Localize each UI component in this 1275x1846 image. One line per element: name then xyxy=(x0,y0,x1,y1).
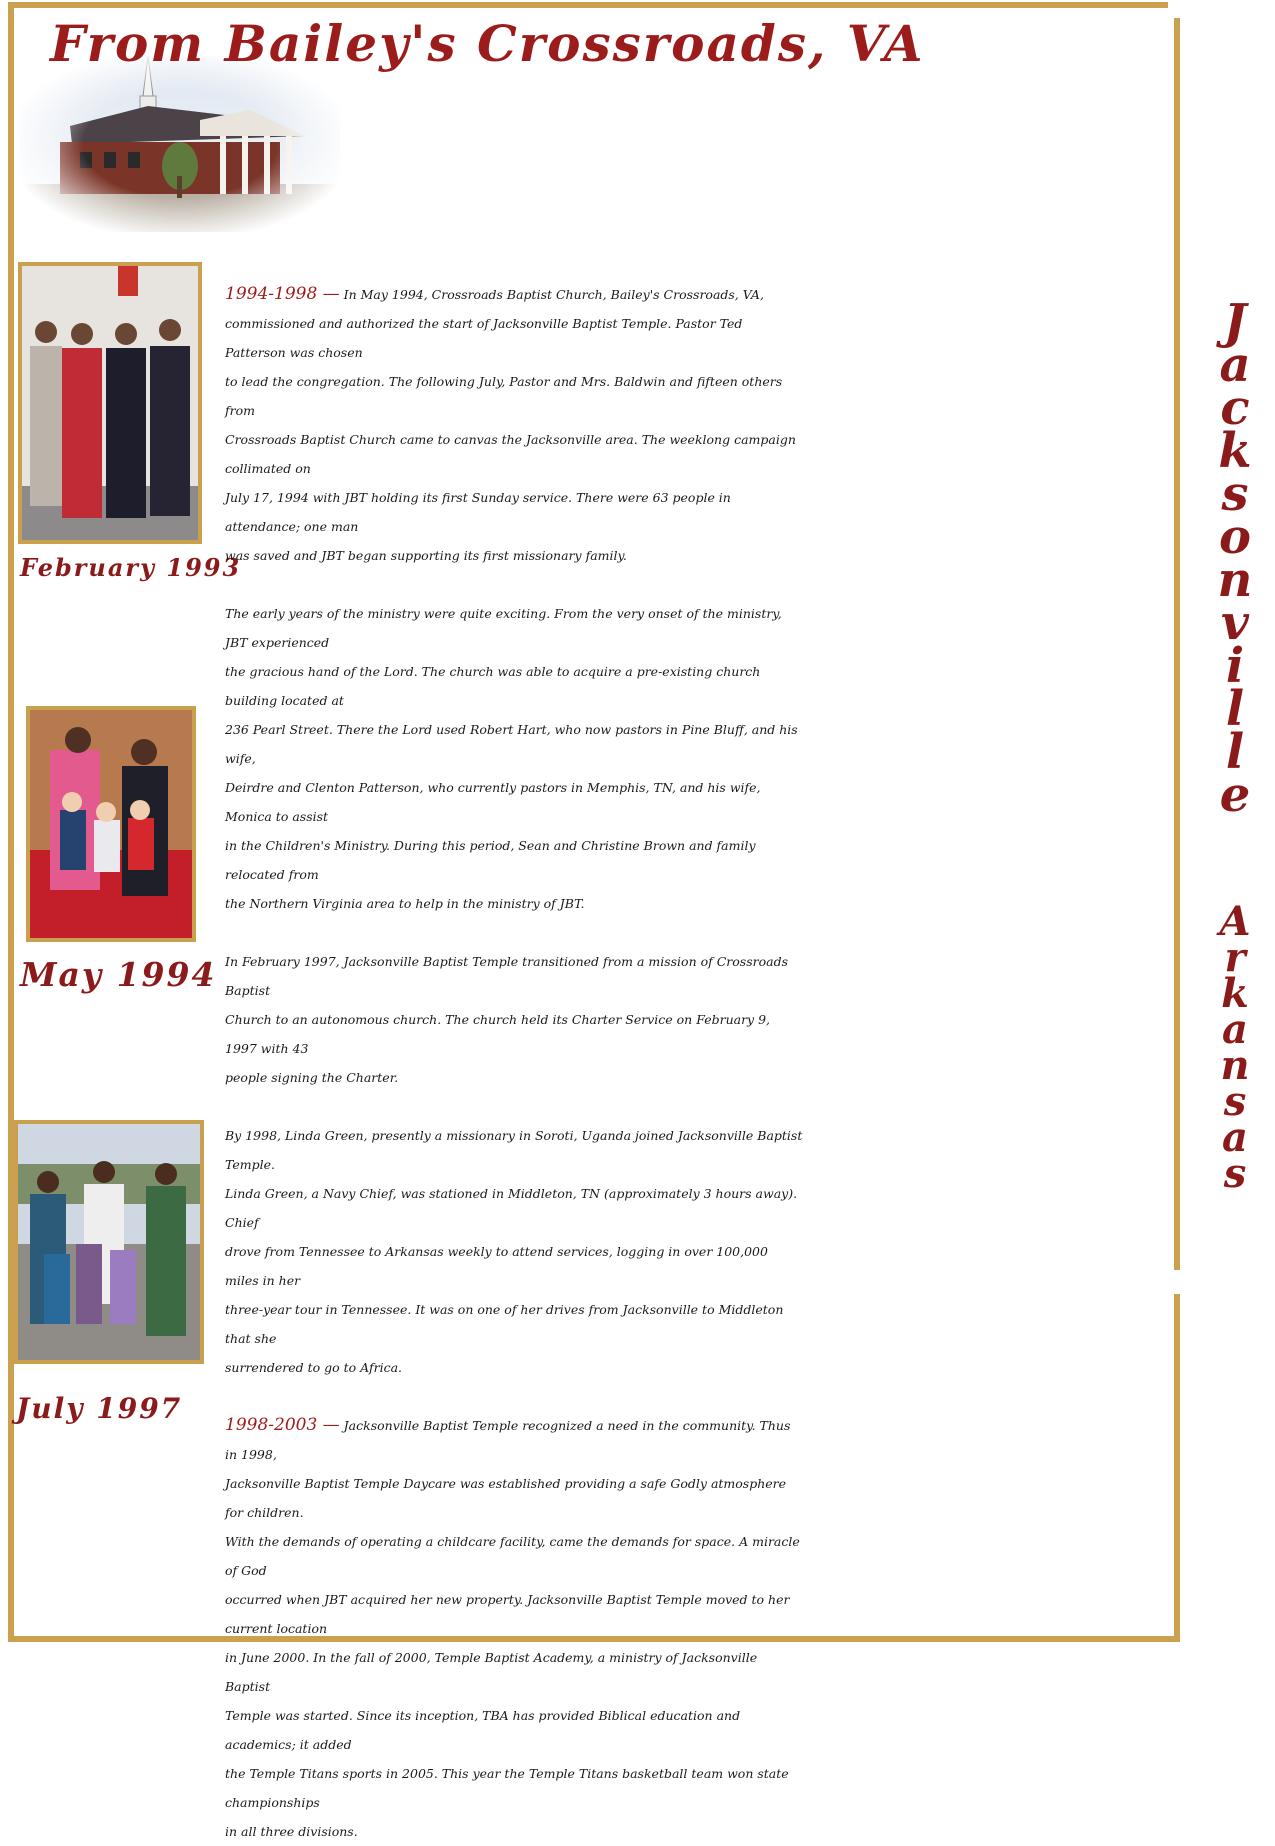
photo-july-1997 xyxy=(14,1120,204,1364)
section-1998-2003 xyxy=(225,1411,805,1469)
caption-photo-3: July 1997 xyxy=(16,1392,183,1425)
text-line: In February 1997, Jacksonville Baptist Temple transitioned from a mission of Crossroads Baptist xyxy=(225,954,788,998)
vertical-letter: n xyxy=(1217,552,1253,608)
section-1994-1998 xyxy=(225,280,805,309)
text-line: Church to an autonomous church. The church held its Charter Service on February 9, 1997 with 43 xyxy=(225,1012,771,1056)
text-line: Linda Green, a Navy Chief, was stationed in Middleton, TN (approximately 3 hours away). Chief xyxy=(225,1186,798,1230)
vertical-letter: i xyxy=(1225,638,1245,694)
text-line: Crossroads Baptist Church came to canvas the Jacksonville area. The weeklong campaign collimated on xyxy=(225,432,796,476)
vertical-letter: o xyxy=(1218,509,1251,565)
vertical-letter: s xyxy=(1221,466,1249,522)
vertical-letter: k xyxy=(1218,423,1252,479)
text-line: the gracious hand of the Lord. The church was able to acquire a pre-existing church building located at xyxy=(225,664,761,708)
text-line: With the demands of operating a childcare facility, came the demands for space. A miracle of God xyxy=(225,1534,800,1578)
text-line: Jacksonville Baptist Temple Daycare was established providing a safe Godly atmosphere for children. xyxy=(225,1476,787,1520)
text-line: July 17, 1994 with JBT holding its first Sunday service. There were 63 people in attendance; one man xyxy=(225,490,731,534)
vertical-letter: r xyxy=(1224,934,1246,981)
caption-photo-2: May 1994 xyxy=(20,955,217,994)
page-title: From Bailey's Crossroads, VA xyxy=(50,14,925,73)
period-label: 1998-2003 — xyxy=(225,1415,340,1435)
vertical-letter: a xyxy=(1222,1006,1248,1053)
vertical-letter: s xyxy=(1223,1150,1247,1197)
vertical-letter: a xyxy=(1222,1114,1248,1161)
vertical-letter: n xyxy=(1220,1042,1250,1089)
text-line: commissioned and authorized the start of Jacksonville Baptist Temple. Pastor Ted Patterson was chosen xyxy=(225,316,743,360)
text-line: in all three divisions. xyxy=(225,1824,358,1839)
vertical-letter: c xyxy=(1220,380,1250,436)
text-line: occurred when JBT acquired her new property. Jacksonville Baptist Temple moved to her current location xyxy=(225,1592,790,1636)
text-line: 236 Pearl Street. There the Lord used Robert Hart, who now pastors in Pine Bluff, and his wife, xyxy=(225,722,798,766)
text-line: drove from Tennessee to Arkansas weekly to attend services, logging in over 100,000 miles in her xyxy=(225,1244,768,1288)
photo-may-1994 xyxy=(26,706,196,942)
history-text xyxy=(225,280,805,1846)
text-line: the Northern Virginia area to help in the ministry of JBT. xyxy=(225,896,585,911)
vertical-letter: l xyxy=(1225,724,1245,780)
caption-photo-1: February 1993 xyxy=(20,553,242,582)
period-label: 1994-1998 — xyxy=(225,284,340,304)
vertical-letter: e xyxy=(1219,767,1251,823)
text-line: in the Children's Ministry. During this period, Sean and Christine Brown and family relocated from xyxy=(225,838,756,882)
vertical-state-name xyxy=(1200,898,1270,1197)
text-line: to lead the congregation. The following July, Pastor and Mrs. Baldwin and fifteen others from xyxy=(225,374,783,418)
vertical-letter: v xyxy=(1221,595,1249,651)
text-line: in June 2000. In the fall of 2000, Temple Baptist Academy, a ministry of Jacksonville Baptist xyxy=(225,1650,758,1694)
vertical-letter: l xyxy=(1225,681,1245,737)
church-building-photo xyxy=(20,56,340,232)
vertical-letter: A xyxy=(1219,898,1251,945)
text-line: three-year tour in Tennessee. It was on one of her drives from Jacksonville to Middleton that she xyxy=(225,1302,784,1346)
text-line: In May 1994, Crossroads Baptist Church, Bailey's Crossroads, VA, xyxy=(343,287,764,302)
vertical-letter: a xyxy=(1219,337,1251,393)
text-line: By 1998, Linda Green, presently a missionary in Soroti, Uganda joined Jacksonville Baptist Temple. xyxy=(225,1128,803,1172)
text-line: surrendered to go to Africa. xyxy=(225,1360,402,1375)
text-line: the Temple Titans sports in 2005. This year the Temple Titans basketball team won state championships xyxy=(225,1766,789,1810)
text-line: Jacksonville Baptist Temple recognized a need in the community. Thus in 1998, xyxy=(225,1418,791,1462)
vertical-letter: s xyxy=(1223,1078,1247,1125)
photo-february-1993 xyxy=(18,262,202,544)
text-line: was saved and JBT began supporting its first missionary family. xyxy=(225,548,627,563)
vertical-city-name xyxy=(1200,294,1270,823)
text-line: The early years of the ministry were quite exciting. From the very onset of the ministry, JBT experienced xyxy=(225,606,782,650)
text-line: Temple was started. Since its inception, TBA has provided Biblical education and academics; it added xyxy=(225,1708,741,1752)
vertical-letter: k xyxy=(1221,970,1249,1017)
text-line: Deirdre and Clenton Patterson, who currently pastors in Memphis, TN, and his wife, Monica to assist xyxy=(225,780,761,824)
vertical-letter: J xyxy=(1223,294,1247,350)
text-line: people signing the Charter. xyxy=(225,1070,399,1085)
